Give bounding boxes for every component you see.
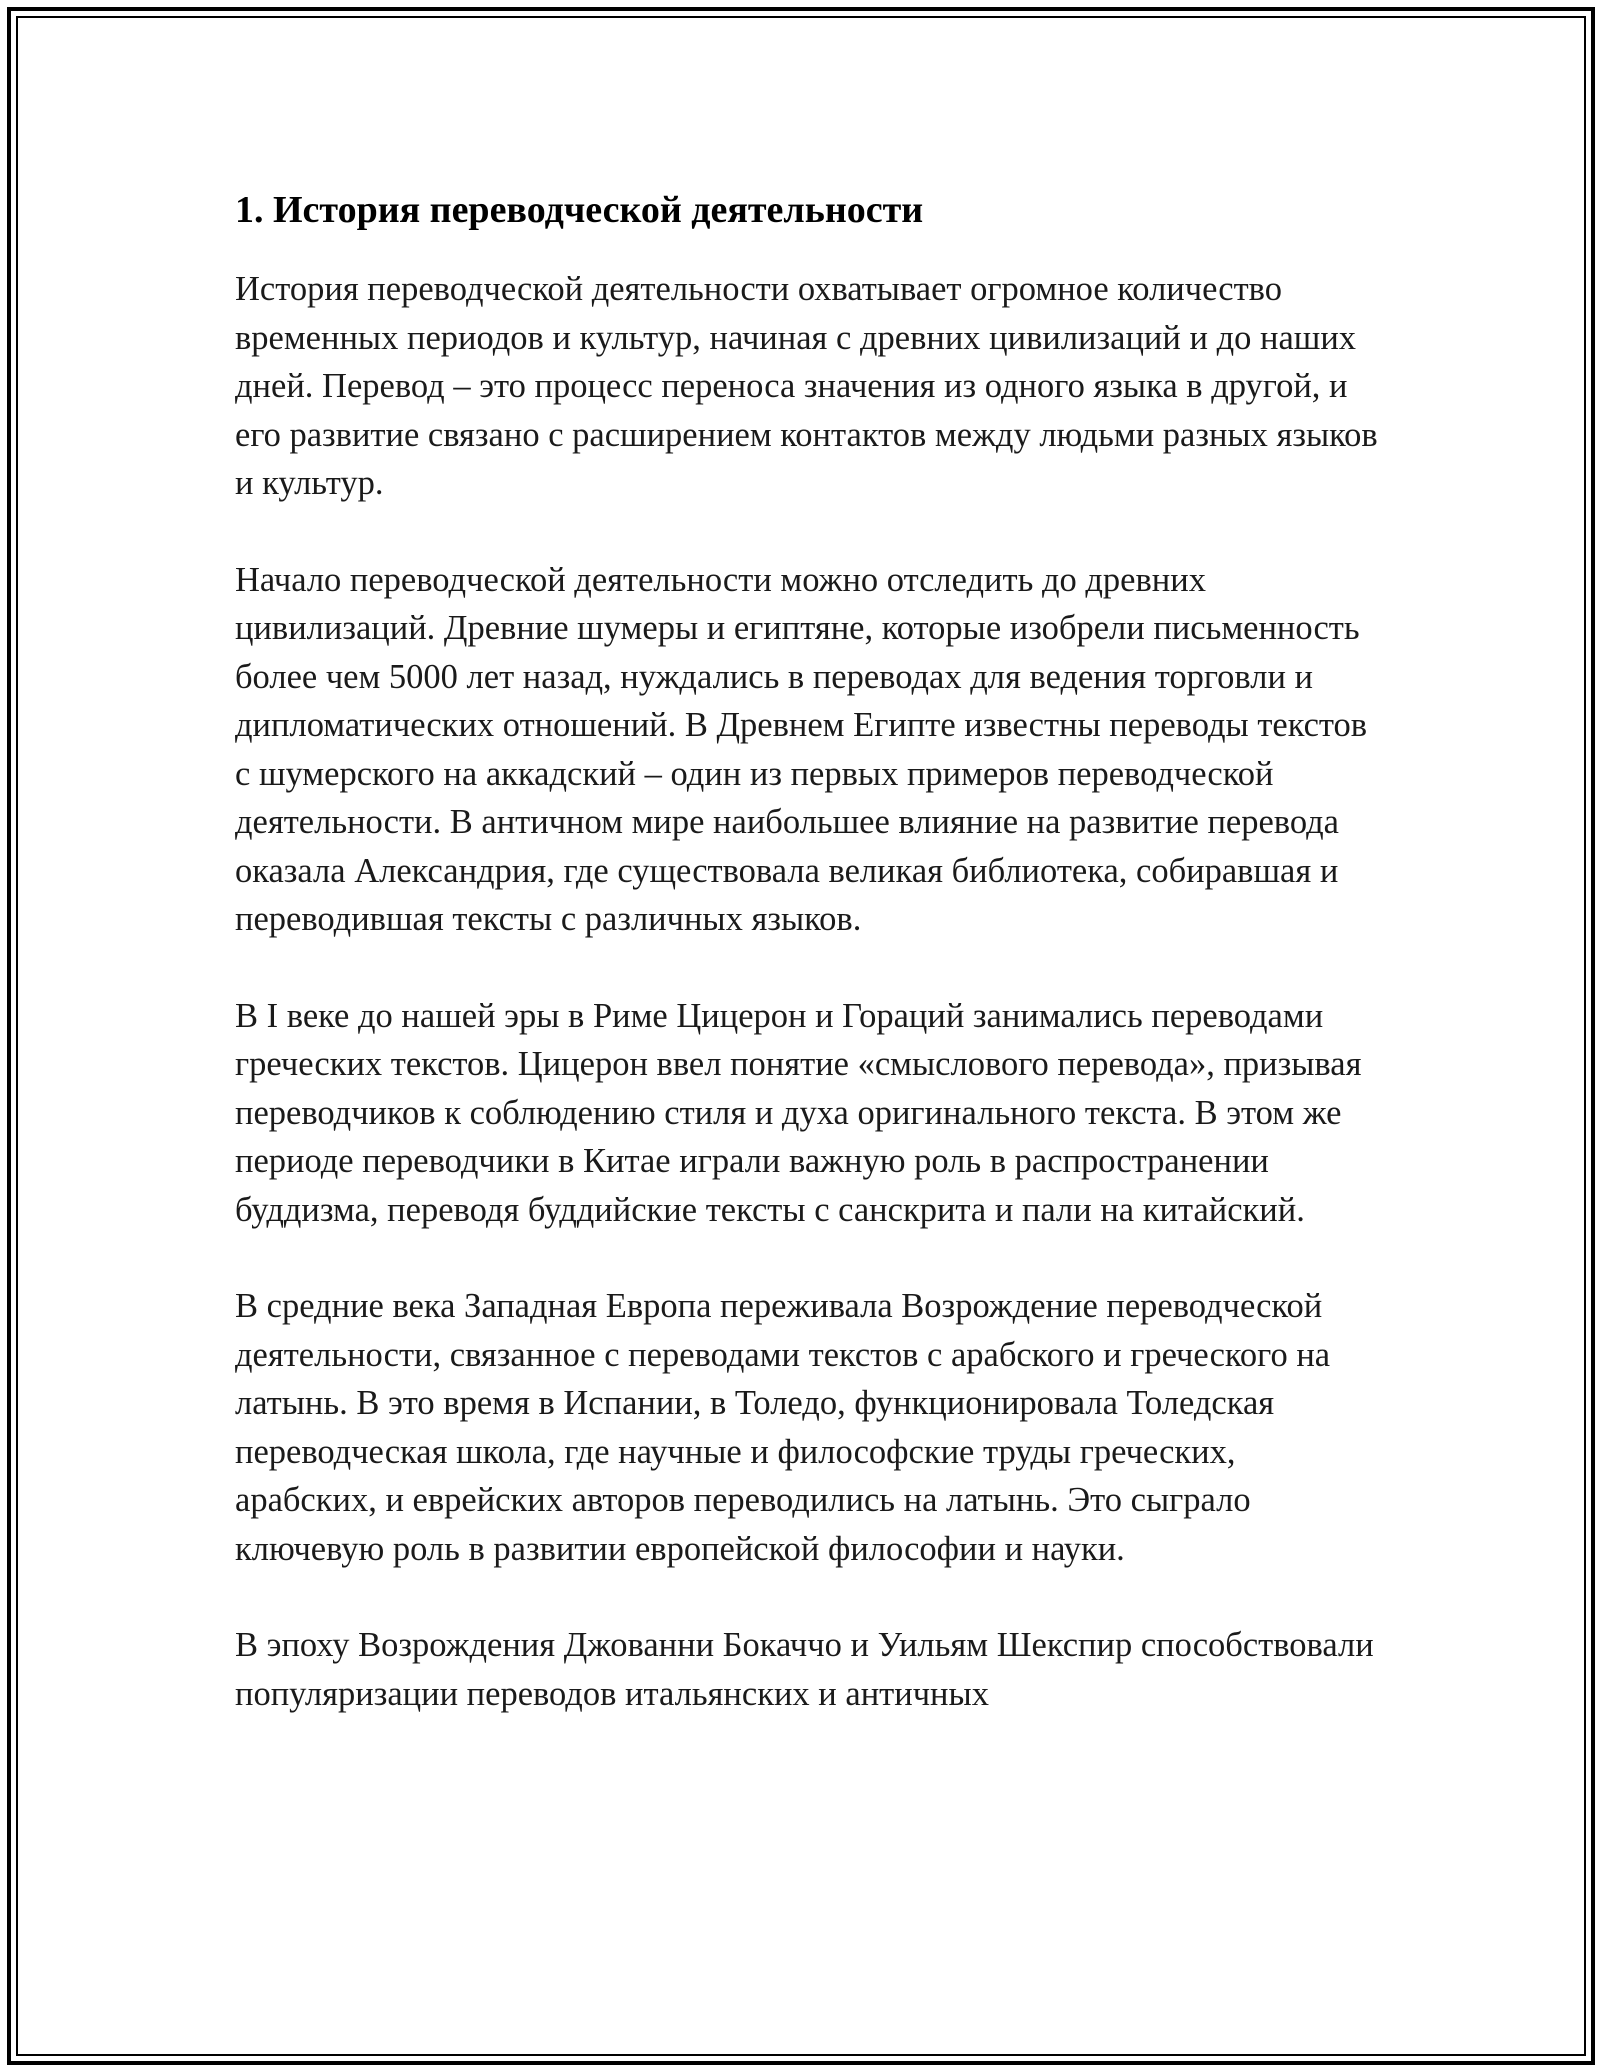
document-body [235,185,1385,1766]
paragraph-middle-ages: В средние века Западная Европа переживала Возрождение переводческой деятельности, связанное с переводами текстов с арабского и греческого на латынь. В это время в Испании, в Толедо, функционировала Толедская переводческая школа, где научные и философские труды греческих, арабских, и еврейских авторов переводились на латынь. Это сыграло ключевую роль в развитии европейской философии и науки. [235,1287,1331,1568]
paragraph-ancient-civilizations: Начало переводческой деятельности можно отследить до древних цивилизаций. Древние шумеры и египтяне, которые изобрели письменность более чем 5000 лет назад, нуждались в переводах для ведения торговли и дипломатических отношений. В Древнем Египте известны переводы текстов с шумерского на аккадский – один из первых примеров переводческой деятельности. В античном мире наибольшее влияние на развитие перевода оказала Александрия, где существовала великая библиотека, собиравшая и переводившая тексты с различных языков. [235,560,1368,938]
paragraph-ancient-rome-china: В I веке до нашей эры в Риме Цицерон и Гораций занимались переводами греческих текстов. Цицерон ввел понятие «смыслового перевода», призывая переводчиков к соблюдению стиля и духа оригинального текста. В этом же периоде переводчики в Китае играли важную роль в распространении буддизма, переводя буддийские тексты с санскрита и пали на китайский. [235,996,1362,1229]
page-title: 1. История переводческой деятельности [235,189,924,231]
paragraph-intro: История переводческой деятельности охватывает огромное количество временных периодов и культур, начиная с древних цивилизаций и до наших дней. Перевод – это процесс переноса значения из одного языка в другой, и его развитие связано с расширением контактов между людьми разных языков и культур. [235,270,1378,502]
paragraph-renaissance: В эпоху Возрождения Джованни Бокаччо и Уильям Шекспир способствовали популяризации переводов итальянских и античных [235,1626,1374,1713]
